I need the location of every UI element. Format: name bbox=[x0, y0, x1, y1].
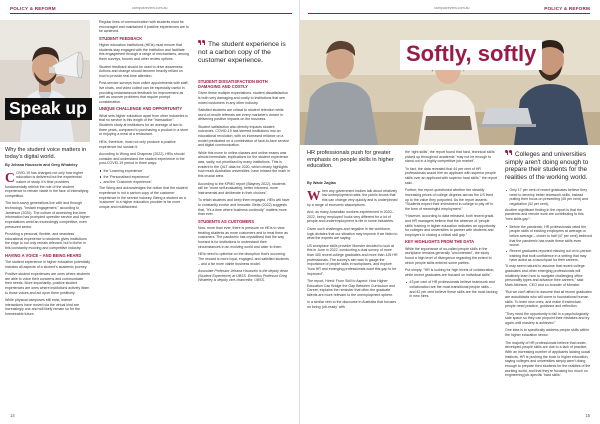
paragraph: When any government bodies talk about relatively low unemployment rates, the public knows that this can change very quickly and is underpinned by a range of economic assumptions. bbox=[307, 187, 398, 207]
office-team-illustration bbox=[300, 20, 600, 145]
paragraph: While this move to online classes and online exams was almost immediate, implications for the student experience was, sadly, not prioritised by many institutions. This is evident in the QILT data for 2020, which clearly highlights how much Australian universities, have missed the mark in this crucial area. bbox=[198, 150, 290, 179]
paragraph: The report, Hired: From Skill to Aspect: How Higher Education Can Bridge the Gap Between Curriculum and Career, explains the reminder that often the graduate talents are more relevant to the unemployment sphere. bbox=[307, 279, 395, 297]
paragraph: Given such challenges and negative in the workforce, logic dictates that our situation may improve if we listen to what the experts are saying. bbox=[307, 226, 398, 241]
paragraph: Student satisfaction also directly impacts student outcomes. COVID-19 has steered institutions into an educational revolution, with an increased reliance on a model predicated on a combination of face-to-face service and digital communication. bbox=[198, 124, 290, 148]
page-number: 15 bbox=[585, 413, 590, 418]
paragraph: The Wong and acknowledges the notion that the student experience is not a carbon copy of the customer experience in the service industry. Being a student as a 'customer' in a higher education provider is far more unique and multifaceted. bbox=[99, 186, 188, 209]
drop-cap: C bbox=[5, 169, 15, 185]
paragraph: The majority of HR professionals believe that under-developed people skills are due to a lack of practice. With an increasing number of applicants lacking social instincts, HR is pushing the buck to higher education, saying colleges and universities simply aren't doing enough to prepare their students for the realities of the working world, and that they're focusing too much on engineering job-specific 'hard skills'. bbox=[505, 340, 591, 378]
quote-mark-icon bbox=[505, 150, 513, 157]
paragraph: The tech-savvy generations live with and through technology. "Instant engagement," according to Jamieson (2020). The culture of accessing live-time information has prompted speedier service and higher expectations amid an exceedingly competitive, even pressured sector. bbox=[5, 201, 90, 229]
paragraph: The student experience in higher education potentially includes all aspects of a student's academic journey. bbox=[5, 259, 90, 269]
header-rule bbox=[308, 13, 590, 14]
subheading: HAVING A VOICE – AND BEING HEARD bbox=[5, 252, 82, 258]
paragraph: Post-service surveys from online appointments with staff, live chats, and video collect can be especially useful in providing instantaneous feedback for improvement as well as uncover problems that require prompt consideration. bbox=[99, 81, 189, 104]
team-photo bbox=[300, 20, 600, 145]
subheading: STUDENT FEEDBACK bbox=[99, 35, 143, 41]
article-column-2 bbox=[99, 20, 189, 413]
subheading: STUDENTS AS CUSTOMERS bbox=[198, 218, 254, 224]
paragraph: Further, the report questioned whether the steadily increasing prices of college degrees across the US lived up to the value they purported. As the report asserts: "Students expect their investment in college to pay off in the form of meaningful employment." bbox=[405, 188, 494, 211]
page-number: 14 bbox=[10, 413, 15, 418]
paragraph: And, as many Australian workers experienced in 2020–2022, being 'employed' looks very different for a lot of people and underemployment is rife in some industries. bbox=[307, 210, 394, 224]
megaphone-photo bbox=[0, 20, 90, 142]
article-title: Softly, softly bbox=[400, 40, 542, 70]
author-bio: Associate Professor Jehana Houssein is the deputy dean (Student Experience) at UBSS. Emeritus Professor Greg Whateley is deputy vice-chancellor, UBSS. bbox=[198, 268, 288, 283]
running-head: POLICY & REFORM bbox=[544, 6, 590, 11]
article-column-3 bbox=[505, 188, 592, 413]
paragraph: In a similar vein to the discourse in Australia that focuses on being 'job-ready' with bbox=[307, 300, 397, 310]
drop-cap: W bbox=[307, 187, 321, 203]
running-head: POLICY & REFORM bbox=[10, 6, 56, 11]
paragraph: Regular lines of communication with students must be encouraged and maintained if positive experiences are to be achieved. bbox=[99, 20, 189, 34]
paragraph: "In fact, the data revealed that 44 per cent of HR professionals would hire an applicant with superior people skills over an applicant with superior hard skills," the report said. bbox=[405, 166, 497, 185]
article-title: Speak up bbox=[5, 98, 92, 120]
subheading: KEY HIGHLIGHTS FROM THE DATA bbox=[405, 239, 475, 245]
article-column-3 bbox=[198, 78, 290, 413]
paragraph: COVID-19 has changed not only how higher education is delivered but the experiential nature of study. It's time providers fundamentally rethink the role of the student experience to remain viable in the face of intensifying competition. bbox=[5, 169, 89, 198]
paragraph: Given these multiple expectations, student dissatisfaction is both very damaging and costly to institutions that see mixed customers in any other industry. bbox=[198, 91, 288, 105]
bullet-item: Before the pandemic, HR professionals rated the people skills of existing employees at average or below average – closer to half (47 per cent) believed that the pandemic has made these skills even worse. bbox=[505, 225, 592, 248]
paragraph: To retain students and keep them engaged, HEIs will have to constantly evolve and innovate. Betts (2022) suggests that, "it's a time where business continuity" matters more than ever. bbox=[198, 198, 290, 217]
paragraph: Higher education institutions (HEIs) must ensure that students stay engaged with the institution and facilitate this engagement through a range of mechanisms, among them surveys, forums and other review options. bbox=[99, 43, 189, 62]
article-column-2 bbox=[405, 150, 498, 413]
paragraph: Satisfied students are critical to student retention while word-of-mouth referrals are every marketer's dream in delivering positive impacts on the business. bbox=[198, 107, 284, 122]
paragraph: Now, more than ever, there is pressure on HEIs to view treating students as more customers and to treat them as customers. The pandemic has crystallised that the way forward is for institutions to understand their circumstances in an evolving world and cater to them. bbox=[198, 226, 288, 249]
paragraph: "It may seem natural to assume that recent college graduates and other emerging professionals will intuitively learn how to navigate challenging office personality types and advance their careers," said Mark Atkinson, CEO and co-founder of Monster. bbox=[505, 264, 585, 287]
site-url: campusreview.com.au bbox=[132, 6, 168, 10]
standfirst: HR professionals push for greater emphasis on people skills in higher education. bbox=[307, 150, 394, 170]
pull-quote: Colleges and universities simply aren't doing enough to prepare their students for the realities of the working world. bbox=[505, 151, 589, 181]
subheading: STUDENT DISSATISFACTION BOTH DAMAGING AND COSTLY bbox=[198, 79, 268, 89]
paragraph: According to the KPMG report (Blayney 2022), students will be "more self-evaluating, better informed, more instrumental and deliberate in their choices". bbox=[198, 181, 286, 195]
header-rule bbox=[10, 13, 292, 14]
paragraph: One idea is to specifically address people skills within the higher education sector. bbox=[505, 328, 589, 338]
paragraph: HEIs need to optimise on the disruption that's occurring. The reward is more loyal, engaged, and satisfied students – and a far more viable business model. bbox=[198, 252, 289, 266]
bullet-item: the 'Learning experience' bbox=[99, 169, 189, 174]
paragraph: HEIs, therefore, must not only produce a positive experience but sustain it. bbox=[99, 139, 176, 149]
standfirst: Why the student voice matters in today's digital world. bbox=[5, 147, 87, 160]
byline: By Jehana Houssein and Greg Whateley bbox=[5, 163, 78, 167]
byline: By Wade Zaglas bbox=[307, 181, 336, 185]
site-url: campusreview.com.au bbox=[434, 6, 470, 10]
article-column-1 bbox=[5, 163, 90, 413]
paragraph: According to Wong and Chapman (2022), HEIs should consider and understand the student experience in the post-COVID-19 period in three ways: bbox=[99, 152, 185, 166]
paragraph: While the importance of so-called people skills in the workplace remains generally "uncontested", the study found a high level of divergence regarding the extent to which people skills entered some parties. bbox=[405, 246, 492, 265]
pull-quote: The student experience is not a carbon copy of the customer experience. bbox=[198, 41, 286, 64]
article-column-1 bbox=[307, 181, 399, 413]
paragraph: Another significant finding in the report is that the pandemic and remote work are contributing to this "new skills gap": bbox=[505, 207, 584, 222]
paragraph: the 'right skills', the report found that hard, technical skills picked up throughout academia "may not be enough to stand out in a highly competitive job market". bbox=[405, 150, 495, 164]
paragraph: "However, according to data released, both recent grads and HR managers believe that the absence of 'people skills' training in higher education indicates an opportunity for colleges and universities to partner with students and employers in closing a critical skill gap." bbox=[405, 214, 496, 237]
bullet-item: 43 per cent of HR professionals believe teamwork and collaboration are the most transitional people skills – and 42 per cent believe these skills are the most lacking in new hires. bbox=[405, 280, 498, 299]
bullet-item: Only 17 per cent of recent graduates believe they need to develop better teamwork skills, instead putting their focus on presenting (45 per cent) and negotiation (42 per cent). bbox=[505, 188, 592, 207]
quote-mark-icon bbox=[198, 40, 206, 47]
paragraph: Positive student experiences are ones where students are able to voice their concerns and communicate their needs. More importantly, positive student experiences are ones where institutions actively listen to those voices and act upon them positively. bbox=[5, 272, 90, 295]
paragraph: Providing a personal, flexible, and seamless educational experience to students gives institutions the edge to not only remain relevant, but to thrive in this constantly evolving and competitive industry. bbox=[5, 232, 87, 251]
paragraph: "But we can't afford to assume that all recent graduates are autodidacts who will come to foundational human skills. To learn new ones, and make it instinctual, people need practice, guidance and reflection. bbox=[505, 290, 592, 309]
bullet-item: the 'Personalised experience' bbox=[99, 175, 189, 180]
subheading: UNIQUE CHALLENGE AND OPPORTUNITY bbox=[99, 106, 183, 112]
paragraph: Student feedback should be used to drive awareness. Actions and change should become heavily reliant on how to provide real-time attention. bbox=[99, 64, 184, 78]
bullet-item: Recent graduates reported missing out on in-person training that built confidence in a setting that may have acted as a launchpad for their careers. bbox=[505, 249, 592, 263]
paragraph: US workplace skills provider Monster decided to look at this in June in 2022, conducting a dual survey of more than 400 recent college graduates and more than 425 HR professionals. The survey's aim was to gauge the importance of people skills in workplaces, and explore "how HR and emerging professionals want this gap to be improved". bbox=[307, 243, 398, 276]
paragraph: "They need the opportunity to fail in a psychologically safe space so they can pinpoint their mistakes and try again until mastery is achieved." bbox=[505, 311, 590, 326]
paragraph: While physical campuses still exist, learner interactions have moved via the virtual kind are increasingly one and will likely remain so for the foreseeable future. bbox=[5, 298, 80, 317]
paragraph: Put simply: "HR is looking for high levels of collaboration, while recent graduates are focused on individual skills". bbox=[405, 268, 495, 277]
bullet-item: and the 'Customer experience'. bbox=[99, 180, 189, 185]
paragraph: What sets higher education apart from other industries is that no service is this length of the "transaction". Students study at institutions for an average of two to three years, compared to purchasing a product in a store or enjoying a meal at a restaurant. bbox=[99, 113, 189, 137]
man-megaphone-illustration bbox=[0, 20, 90, 142]
